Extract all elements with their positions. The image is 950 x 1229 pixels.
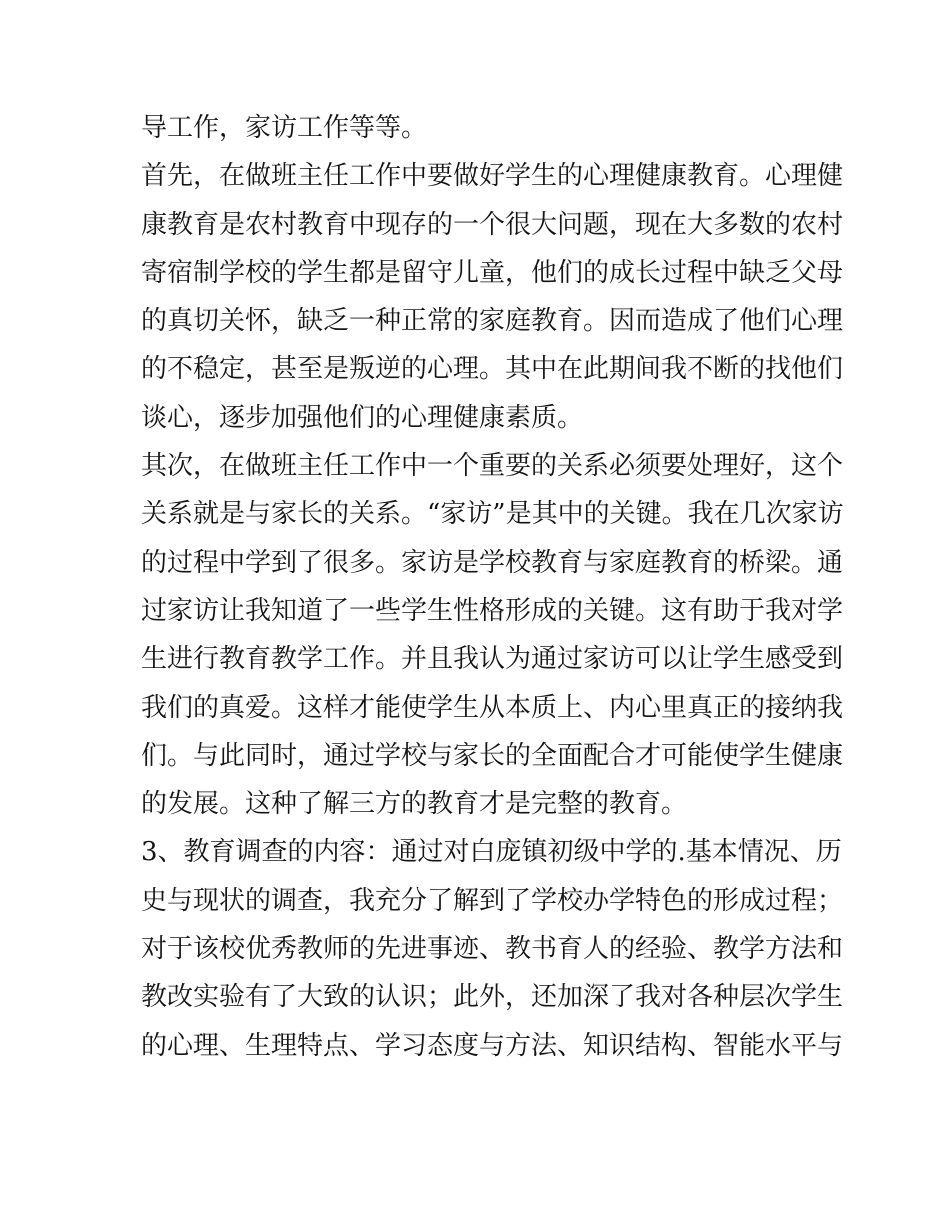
text-line-6: 的不稳定，甚至是叛逆的心理。其中在此期间我不断的找他们 bbox=[141, 354, 844, 385]
text-line-1: 导工作，家访工作等等。 bbox=[141, 113, 428, 143]
text-line-5: 的真切关怀，缺乏一种正常的家庭教育。因而造成了他们心理 bbox=[141, 306, 844, 337]
text-line-11: 过家访让我知道了一些学生性格形成的关键。这有助于我对学 bbox=[141, 595, 844, 626]
document-body bbox=[141, 104, 844, 1070]
text-line-4: 寄宿制学校的学生都是留守儿童，他们的成长过程中缺乏父母 bbox=[141, 257, 844, 288]
text-line-8: 其次，在做班主任工作中一个重要的关系必须要处理好，这个 bbox=[141, 451, 844, 482]
text-line-15: 的发展。这种了解三方的教育才是完整的教育。 bbox=[141, 789, 688, 820]
text-line-16: 3、教育调查的内容：通过对白庞镇初级中学的.基本情况、历 bbox=[141, 837, 842, 868]
text-line-2: 首先，在做班主任工作中要做好学生的心理健康教育。心理健 bbox=[141, 161, 844, 192]
text-line-10: 的过程中学到了很多。家访是学校教育与家庭教育的桥梁。通 bbox=[141, 547, 844, 578]
text-line-19: 教改实验有了大致的认识；此外，还加深了我对各种层次学生 bbox=[141, 982, 844, 1013]
text-line-20: 的心理、生理特点、学习态度与方法、知识结构、智能水平与 bbox=[141, 1030, 844, 1061]
text-line-3: 康教育是农村教育中现存的一个很大问题，现在大多数的农村 bbox=[141, 209, 844, 240]
text-line-9: 关系就是与家长的关系。“家访”是其中的关键。我在几次家访 bbox=[141, 499, 844, 530]
text-line-14: 们。与此同时，通过学校与家长的全面配合才可能使学生健康 bbox=[141, 740, 844, 771]
text-line-17: 史与现状的调查，我充分了解到了学校办学特色的形成过程； bbox=[141, 885, 844, 916]
text-line-13: 我们的真爱。这样才能使学生从本质上、内心里真正的接纳我 bbox=[141, 692, 844, 723]
text-line-18: 对于该校优秀教师的先进事迹、教书育人的经验、教学方法和 bbox=[141, 934, 844, 965]
text-line-7: 谈心，逐步加强他们的心理健康素质。 bbox=[141, 402, 584, 433]
text-line-12: 生进行教育教学工作。并且我认为通过家访可以让学生感受到 bbox=[141, 644, 844, 675]
